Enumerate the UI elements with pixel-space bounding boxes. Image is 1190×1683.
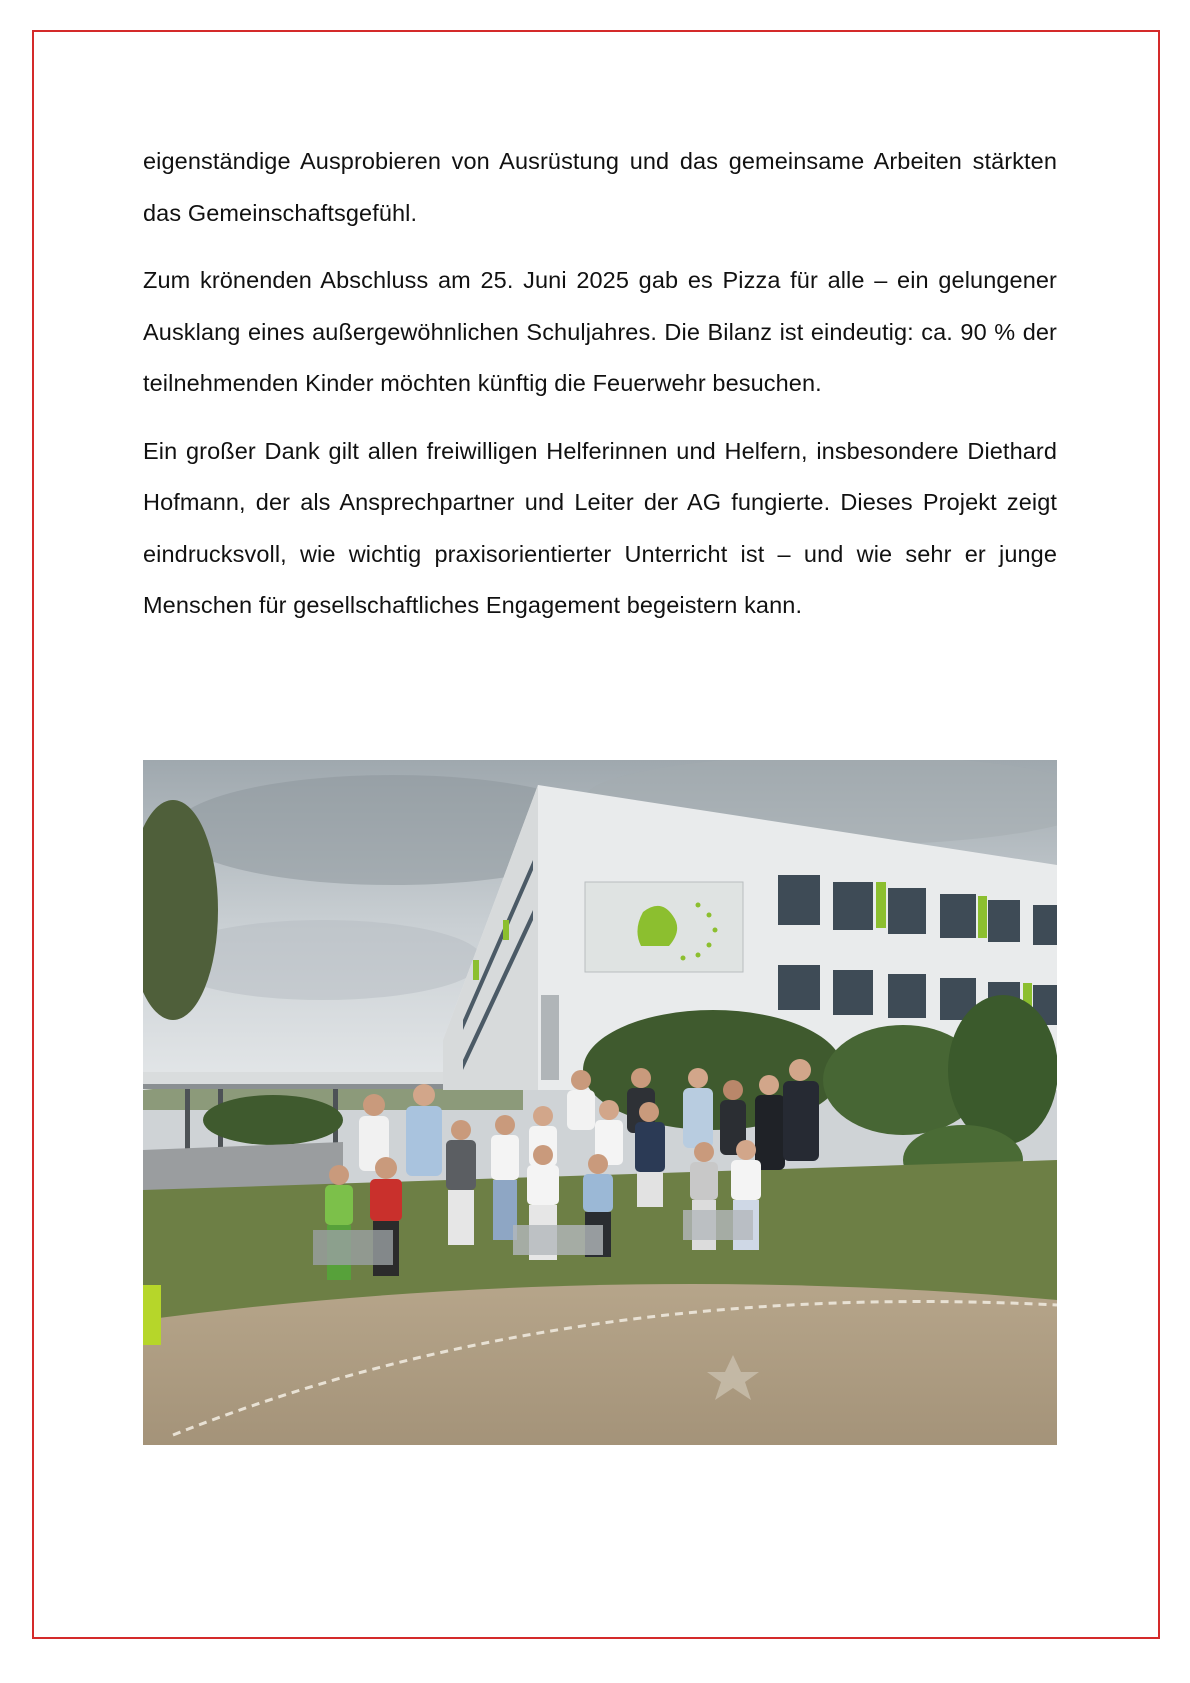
paragraph-3: Ein großer Dank gilt allen freiwilligen Helferinnen und Helfern, insbesondere Diethard Hofmann, der als Ansprechpartner und Leiter der AG fungierte. Dieses Projekt zeigt eindrucksvoll, wie wichtig praxisorientierter Unterricht ist – und wie sehr er junge Menschen für gesellschaftliches Engagement begeistern kann. (143, 437, 1057, 618)
paragraph-2: Zum krönenden Abschluss am 25. Juni 2025 gab es Pizza für alle – ein gelungener Ausklang eines außergewöhnlichen Schuljahres. Die Bilanz ist eindeutig: ca. 90 % der teilnehmenden Kinder möchten künftig die Feuerwehr besuchen. (143, 267, 1057, 396)
group-photo-illustration (143, 760, 1057, 1445)
document-body (143, 136, 1057, 648)
paragraph-1: eigenständige Ausprobieren von Ausrüstung und das gemeinsame Arbeiten stärkten das Gemeinschaftsgefühl. (143, 148, 1057, 226)
gravel-ground (143, 1284, 1057, 1445)
group-photo (143, 760, 1057, 1445)
